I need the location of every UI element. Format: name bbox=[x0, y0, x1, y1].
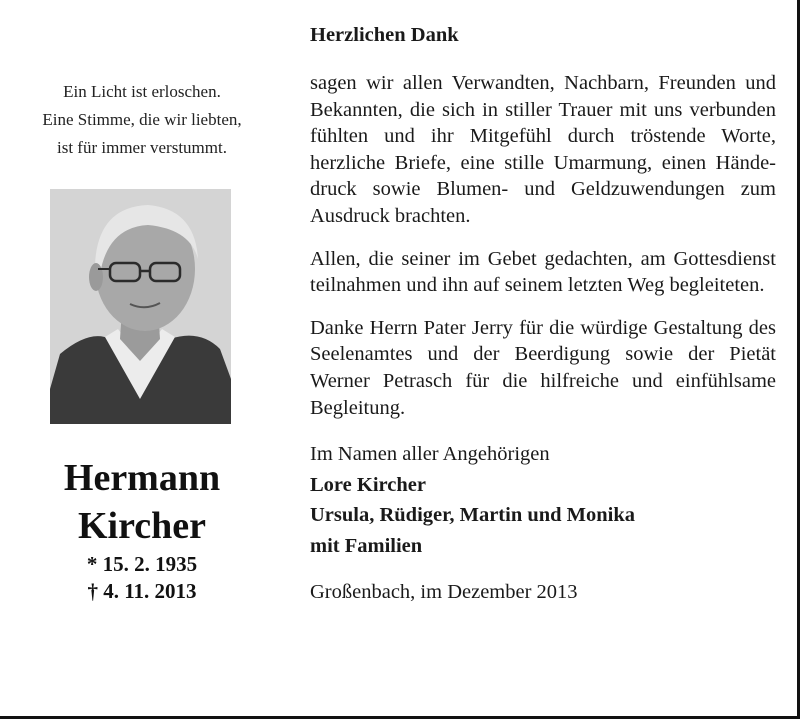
death-date: † 4. 11. 2013 bbox=[87, 579, 197, 603]
heading: Herzlichen Dank bbox=[310, 24, 459, 46]
life-dates bbox=[28, 551, 256, 605]
paragraph: Danke Herrn Pater Jerry für die würdige Gestaltung des Seelenamtes und der Beerdigung sowie der Pietät Werner Petrasch für die hilfreiche und einfühlsame Begleitung. bbox=[310, 316, 776, 419]
birth-date: * 15. 2. 1935 bbox=[86, 552, 198, 576]
deceased-name bbox=[28, 454, 256, 550]
signature-line: Lore Kircher bbox=[310, 473, 426, 496]
portrait-photo bbox=[50, 189, 231, 424]
motto-line: Eine Stimme, die wir liebten, bbox=[42, 110, 242, 129]
motto-block bbox=[28, 78, 256, 162]
signature-line: Ursula, Rüdiger, Martin und Monika bbox=[310, 504, 636, 527]
place-date: Großenbach, im Dezember 2013 bbox=[310, 581, 578, 604]
signature-line: mit Familien bbox=[310, 534, 423, 557]
thanks-text bbox=[310, 20, 776, 606]
signature-block bbox=[310, 439, 776, 561]
last-name: Kircher bbox=[77, 505, 207, 547]
motto-line: ist für immer verstummt. bbox=[57, 138, 227, 157]
signature-intro: Im Namen aller Angehörigen bbox=[310, 443, 550, 466]
paragraph: Allen, die seiner im Gebet gedachten, am Gottesdienst teilnahmen und ihn auf seinem letzten Weg begleiteten. bbox=[310, 247, 776, 297]
motto-line: Ein Licht ist erloschen. bbox=[63, 82, 221, 101]
paragraph: sagen wir allen Verwandten, Nachbarn, Freunden und Bekannten, die sich in stiller Trauer mit uns verbunden fühlten und ihr Mitgefühl durch tröstende Worte, herzliche Briefe, eine stille Umarmung, einen Händedruck sowie Blumen- und Geldzuwendungen zum Ausdruck brachten. bbox=[310, 72, 776, 227]
first-name: Hermann bbox=[63, 457, 221, 499]
